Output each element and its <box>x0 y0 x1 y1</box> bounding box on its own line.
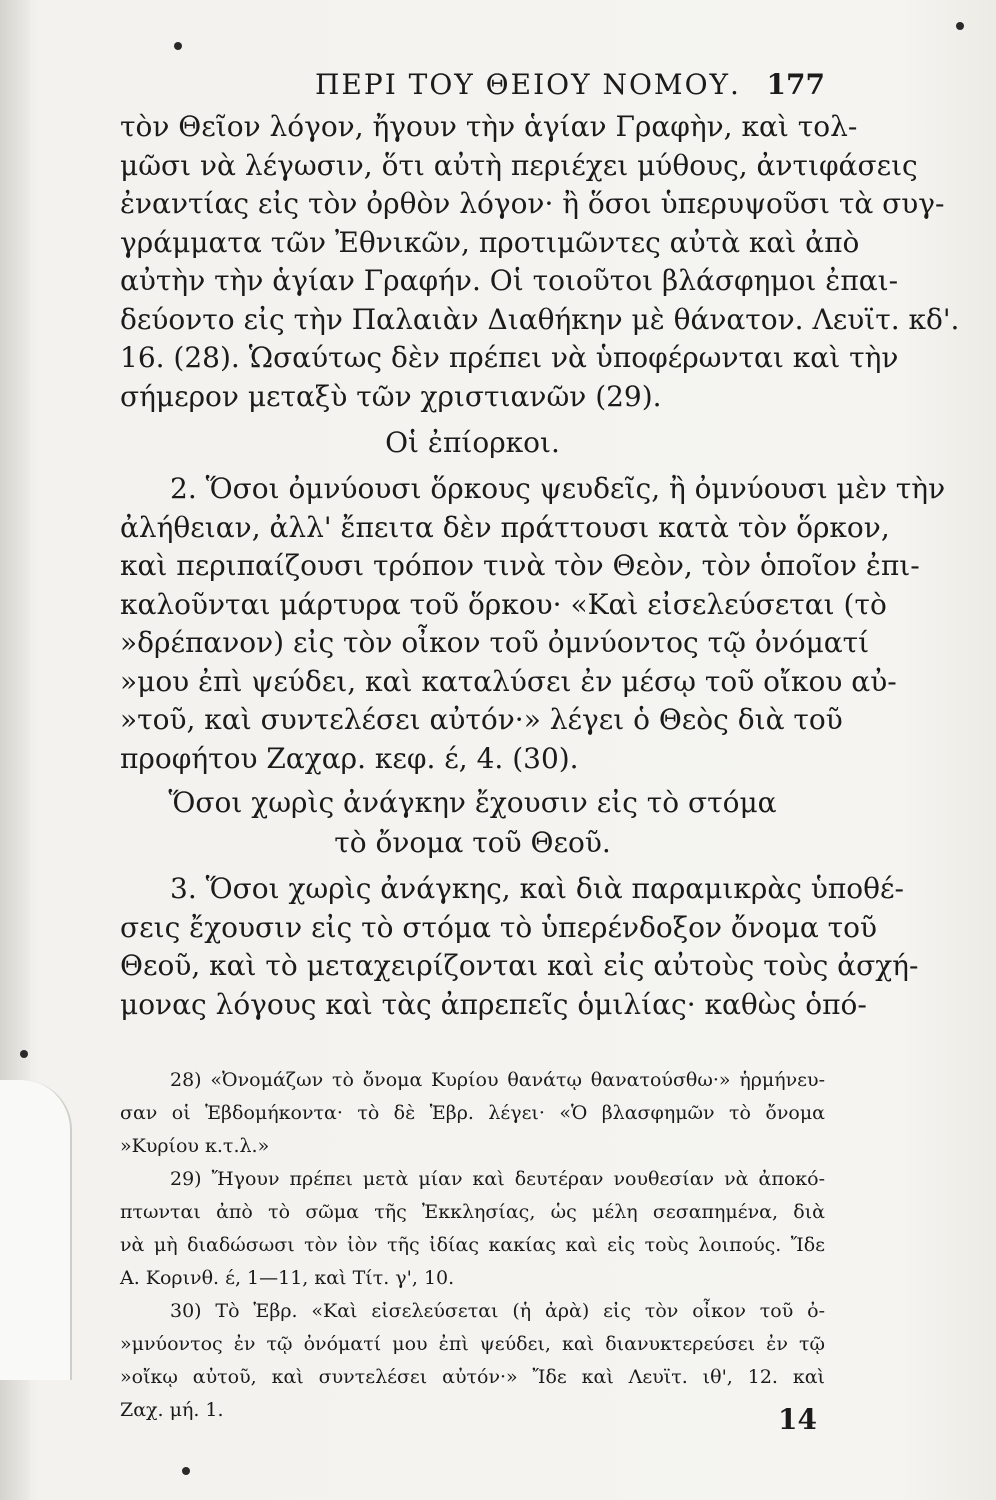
torn-corner <box>0 1080 72 1380</box>
text-line: καλοῦνται μάρτυρα τοῦ ὅρκου· «Καὶ εἰσελεύσεται (τὸ <box>120 587 887 621</box>
text-line: ἐναντίας εἰς τὸν ὀρθὸν λόγον· ἢ ὅσοι ὑπερυψοῦσι τὰ συγ- <box>120 187 945 220</box>
text-line: μῶσι νὰ λέγωσιν, ὅτι αὐτὴ περιέχει μύθους, ἀντιφάσεις <box>120 148 918 182</box>
footnote-line: »μνύοντος ἐν τῷ ὀνόματί μου ἐπὶ ψεύδει, καὶ διανυκτερεύσει ἐν τῷ <box>120 1333 825 1355</box>
text-line: μονας λόγους καὶ τὰς ἀπρεπεῖς ὁμιλίας· καθὼς ὁπό- <box>120 987 867 1021</box>
footnote-line: Α. Κορινθ. έ, 1—11, καὶ Τίτ. γ', 10. <box>120 1267 455 1289</box>
section-heading-name-of-god-line-2: τὸ ὄνομα τοῦ Θεοῦ. <box>334 826 611 859</box>
text-line: 16. (28). Ὡσαύτως δὲν πρέπει νὰ ὑποφέρωνται καὶ τὴν <box>120 341 899 374</box>
text-line: αὐτὴν τὴν ἁγίαν Γραφήν. Οἱ τοιοῦτοι βλάσφημοι ἐπαι- <box>120 264 899 297</box>
text-line: σεις ἔχουσιν εἰς τὸ στόμα τὸ ὑπερένδοξον ὄνομα τοῦ <box>120 910 878 944</box>
page-header <box>120 68 825 108</box>
body-text <box>120 108 960 1024</box>
text-line: καὶ περιπαίζουσι τρόπον τινὰ τὸν Θεὸν, τὸν ὁποῖον ἐπι- <box>120 549 920 582</box>
running-head: ΠΕΡΙ ΤΟΥ ΘΕΙΟΥ ΝΟΜΟΥ. <box>315 68 741 101</box>
binding-hole-middle-left <box>20 1050 28 1058</box>
section-heading-name-of-god-line-1: Ὅσοι χωρὶς ἀνάγκην ἔχουσιν εἰς τὸ στόμα <box>168 786 777 819</box>
binding-hole-top-left <box>174 42 182 50</box>
text-line: δεύοντο εἰς τὴν Παλαιὰν Διαθήκην μὲ θάνατον. Λευϊτ. κδ'. <box>120 302 960 336</box>
paragraph-name-of-god <box>120 870 919 1024</box>
text-line: γράμματα τῶν Ἐθνικῶν, προτιμῶντες αὐτὰ καὶ ἀπὸ <box>120 225 860 259</box>
paragraph-blasphemers <box>120 108 960 416</box>
page-number: 177 <box>766 68 825 101</box>
footnote-line: 29) Ἤγουν πρέπει μετὰ μίαν καὶ δευτέραν νουθεσίαν νὰ ἀποκό- <box>170 1168 825 1190</box>
footnote-line: νὰ μὴ διαδώσωσι τὸν ἰὸν τῆς ἰδίας κακίας καὶ εἰς τοὺς λοιπούς. Ἴδε <box>120 1234 825 1256</box>
text-line: »τοῦ, καὶ συντελέσει αὐτόν·» λέγει ὁ Θεὸς διὰ τοῦ <box>120 703 843 736</box>
text-line: τὸν Θεῖον λόγον, ἤγουν τὴν ἁγίαν Γραφὴν, καὶ τολ- <box>120 110 858 143</box>
text-line: προφήτου Ζαχαρ. κεφ. έ, 4. (30). <box>120 741 579 775</box>
section-heading-perjurers: Οἱ ἐπίορκοι. <box>385 426 560 459</box>
text-line: ἀλήθειαν, ἀλλ' ἔπειτα δὲν πράττουσι κατὰ τὸν ὅρκον, <box>120 510 890 544</box>
footnote-line: πτωνται ἀπὸ τὸ σῶμα τῆς Ἐκκλησίας, ὡς μέλη σεσαπημένα, διὰ <box>120 1201 825 1223</box>
footnote-line: »οἴκῳ αὐτοῦ, καὶ συντελέσει αὐτόν·» Ἴδε καὶ Λευϊτ. ιθ', 12. καὶ <box>120 1366 825 1388</box>
footnotes <box>120 1064 825 1427</box>
binding-hole-top-right <box>956 22 964 30</box>
text-line: »μου ἐπὶ ψεύδει, καὶ καταλύσει ἐν μέσῳ τοῦ οἴκου αὐ- <box>120 664 897 698</box>
text-line: 2. Ὅσοι ὀμνύουσι ὅρκους ψευδεῖς, ἢ ὀμνύουσι μὲν τὴν <box>170 472 946 505</box>
footnote-line: »Κυρίου κ.τ.λ.» <box>120 1135 270 1157</box>
paragraph-perjurers <box>120 470 946 778</box>
text-line: 3. Ὅσοι χωρὶς ἀνάγκης, καὶ διὰ παραμικρὰς ὑποθέ- <box>170 872 904 905</box>
text-line: »δρέπανον) εἰς τὸν οἶκον τοῦ ὀμνύοντος τῷ ὀνόματί <box>120 626 870 659</box>
text-line: Θεοῦ, καὶ τὸ μεταχειρίζονται καὶ εἰς αὐτοὺς τοὺς ἀσχή- <box>120 949 919 982</box>
footnote-line: 28) «Ὀνομάζων τὸ ὄνομα Κυρίου θανάτῳ θανατούσθω·» ἡρμήνευ- <box>170 1069 825 1091</box>
signature-mark: 14 <box>778 1403 817 1436</box>
footnote-line: 30) Τὸ Ἑβρ. «Καὶ εἰσελεύσεται (ἡ ἀρὰ) εἰς τὸν οἶκον τοῦ ὀ- <box>170 1300 825 1322</box>
footnote-line: Ζαχ. μή. 1. <box>120 1399 224 1421</box>
binding-hole-bottom-left <box>182 1467 190 1475</box>
text-line: σήμερον μεταξὺ τῶν χριστιανῶν (29). <box>120 379 662 413</box>
footnote-line: σαν οἱ Ἑβδομήκοντα· τὸ δὲ Ἑβρ. λέγει· «Ὁ βλασφημῶν τὸ ὄνομα <box>120 1102 825 1124</box>
